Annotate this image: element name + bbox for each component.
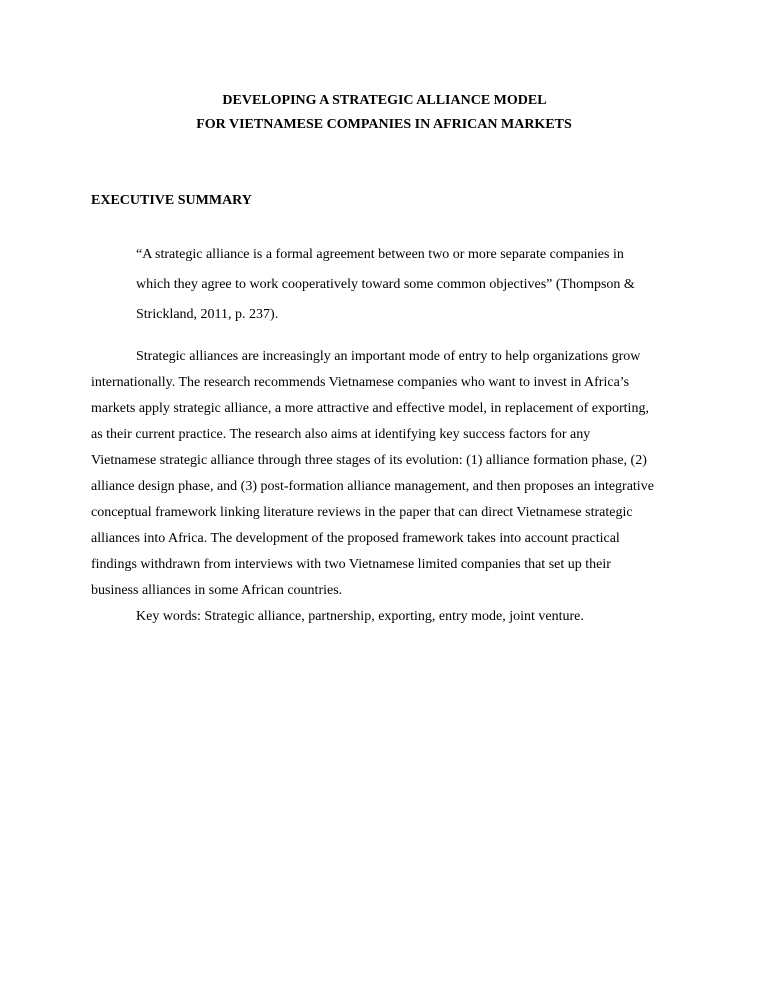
quote-line: which they agree to work cooperatively toward some common objectives” (Thompson & [136, 277, 635, 292]
block-quote [136, 240, 696, 330]
quote-line: Strickland, 2011, p. 237). [136, 307, 279, 322]
paragraph-line: conceptual framework linking literature reviews in the paper that can direct Vietnamese strategic [91, 505, 633, 520]
paragraph-line: as their current practice. The research also aims at identifying key success factors for any [91, 427, 591, 442]
quote-line: “A strategic alliance is a formal agreement between two or more separate companies in [136, 247, 624, 262]
keywords-line: Key words: Strategic alliance, partnership, exporting, entry mode, joint venture. [136, 609, 584, 624]
paragraph-line: Vietnamese strategic alliance through three stages of its evolution: (1) alliance formation phase, (2) [91, 453, 647, 468]
paragraph-line: alliances into Africa. The development of the proposed framework takes into account practical [91, 531, 620, 546]
paragraph-line: Strategic alliances are increasingly an important mode of entry to help organizations grow [136, 349, 641, 364]
title-line-1: DEVELOPING A STRATEGIC ALLIANCE MODEL [222, 93, 547, 108]
summary-paragraph [91, 344, 691, 630]
document-title [0, 89, 768, 137]
paragraph-line: internationally. The research recommends Vietnamese companies who want to invest in Africa’s [91, 375, 630, 390]
section-heading-executive-summary: EXECUTIVE SUMMARY [91, 193, 252, 208]
paragraph-line: findings withdrawn from interviews with two Vietnamese limited companies that set up their [91, 557, 611, 572]
paragraph-line: markets apply strategic alliance, a more attractive and effective model, in replacement of exporting, [91, 401, 649, 416]
paragraph-line: alliance design phase, and (3) post-formation alliance management, and then proposes an integrative [91, 479, 654, 494]
title-line-2: FOR VIETNAMESE COMPANIES IN AFRICAN MARKETS [196, 117, 572, 132]
paragraph-line: business alliances in some African countries. [91, 583, 343, 598]
